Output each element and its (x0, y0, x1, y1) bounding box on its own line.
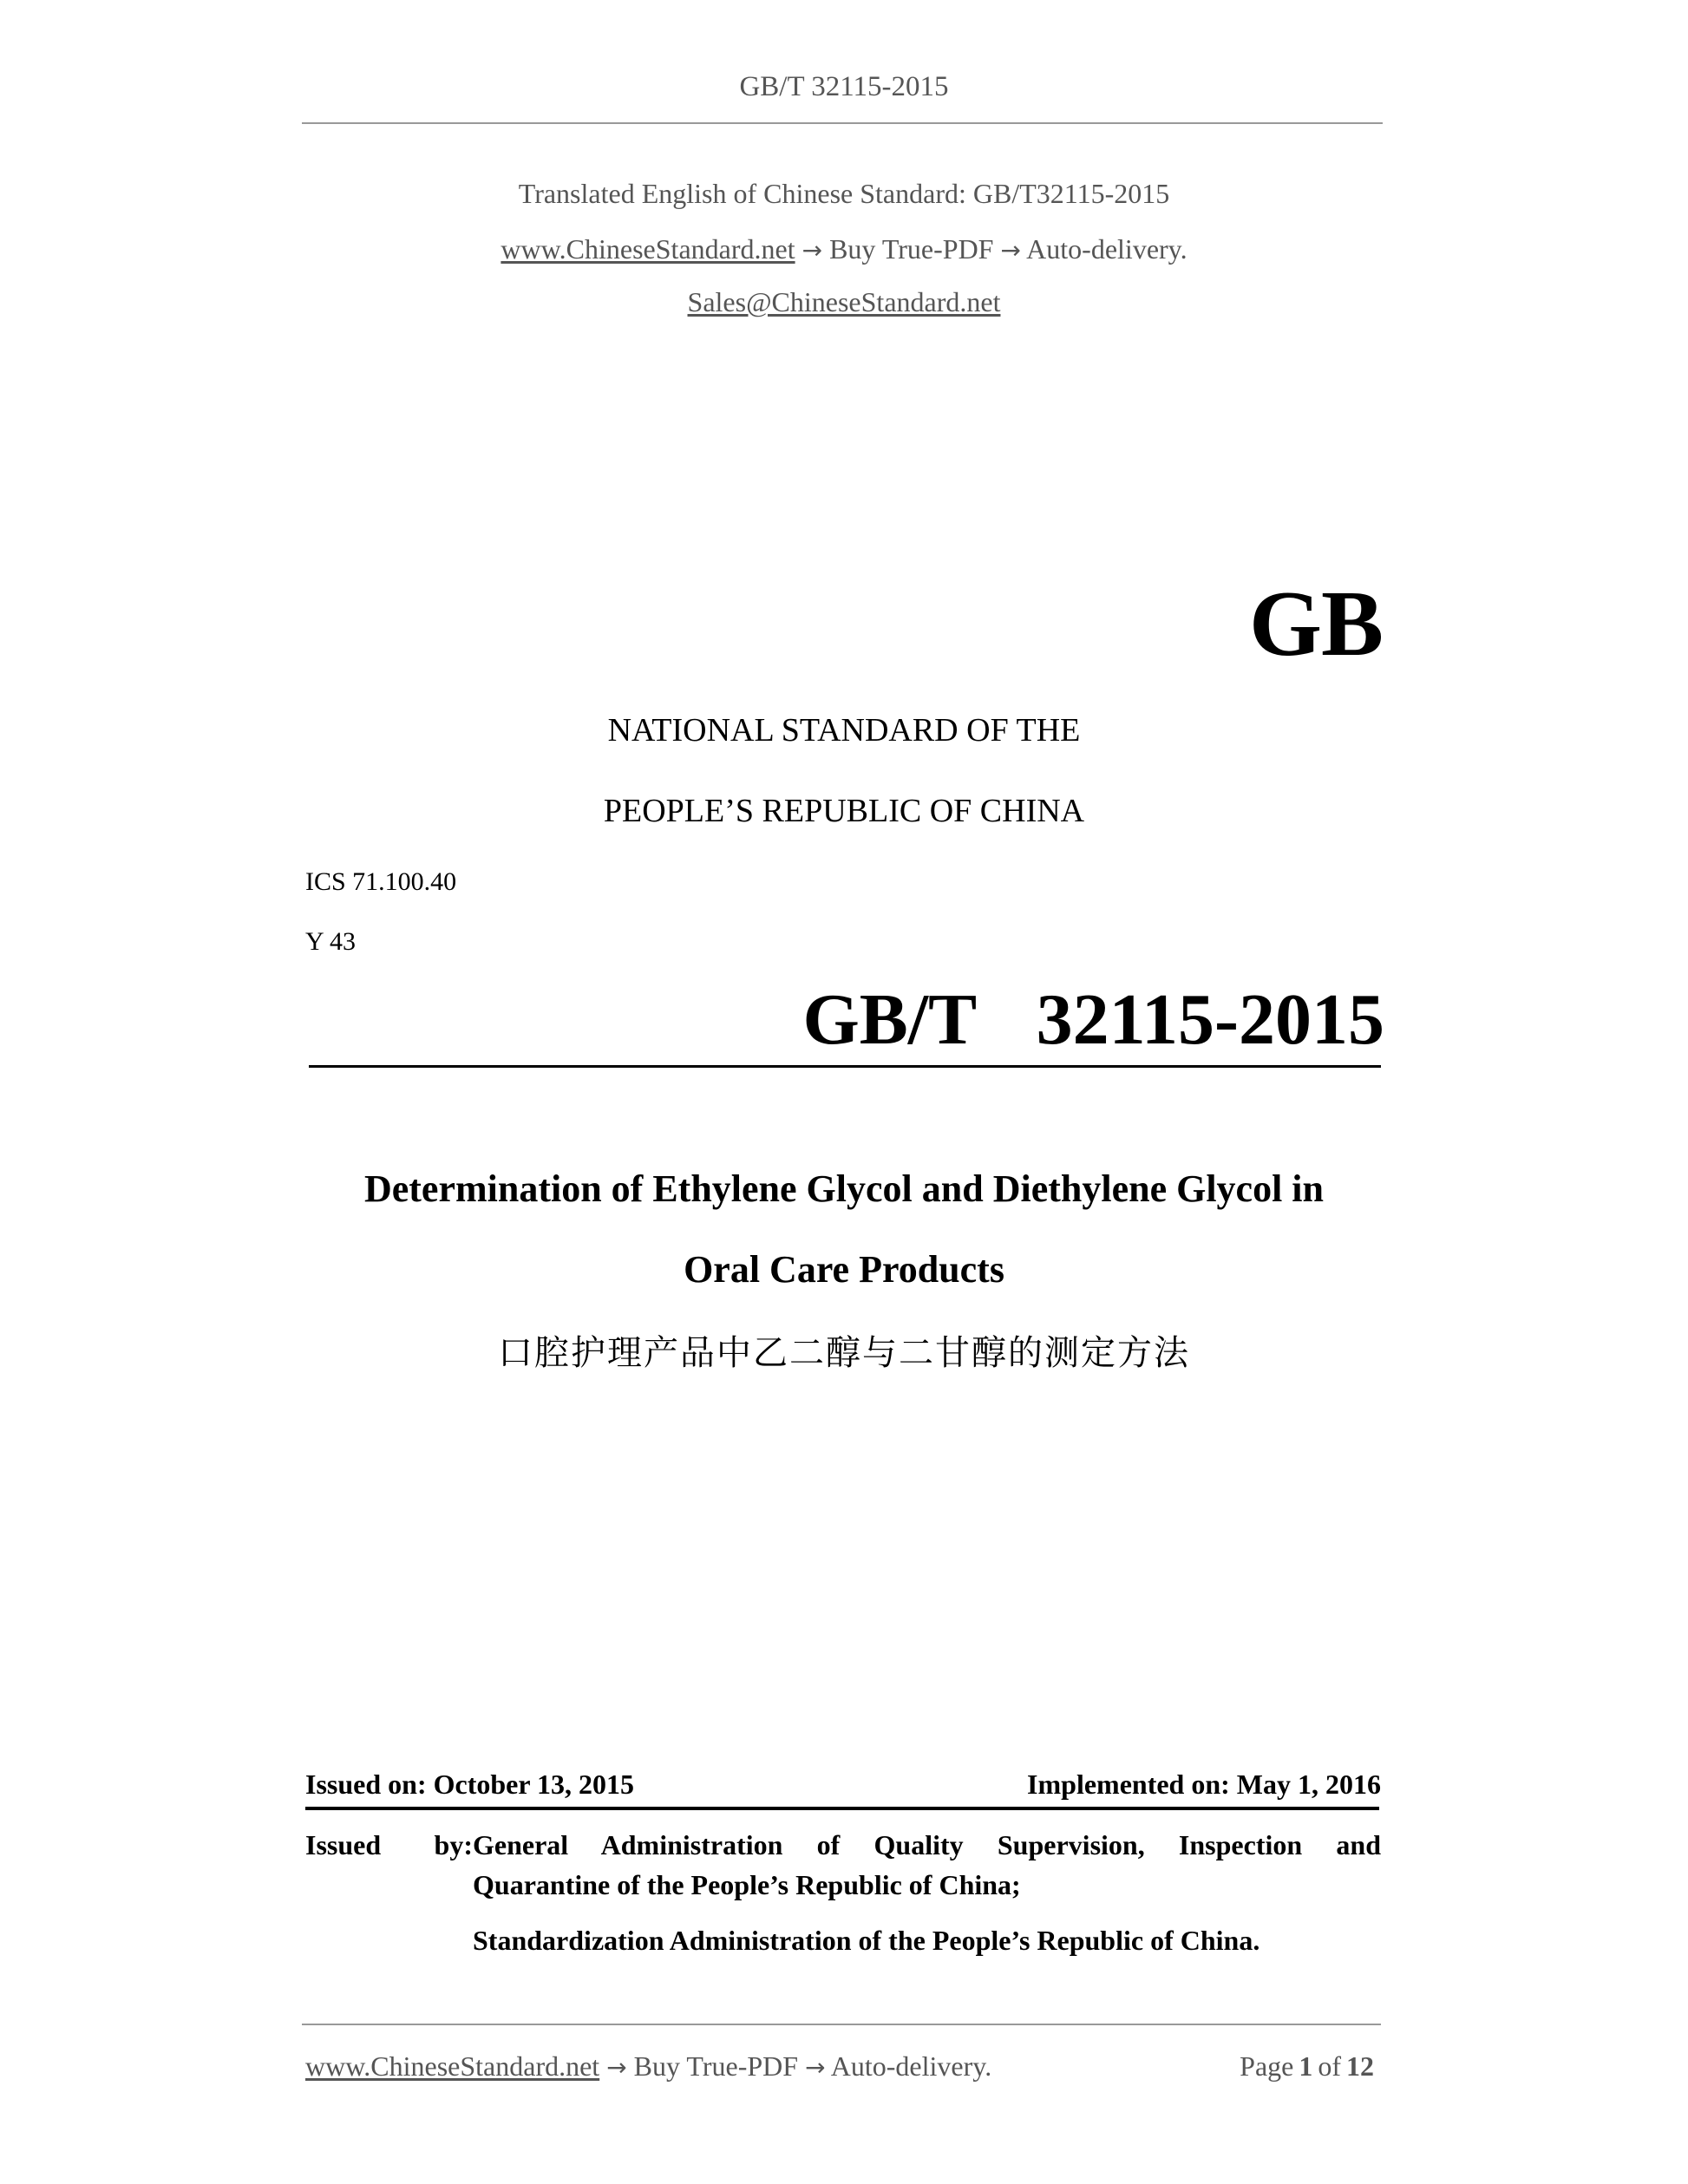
sales-email-link[interactable]: Sales@ChineseStandard.net (687, 286, 1001, 317)
issuer-line1: General Administration of Quality Supervision, Inspection and (473, 1829, 1381, 1860)
arrow-right-icon: → (1000, 236, 1021, 265)
gb-logo-mark: GB (1248, 572, 1383, 676)
footer-site-link[interactable]: www.ChineseStandard.net (305, 2050, 600, 2082)
standard-number-rule (309, 1065, 1381, 1068)
issued-by-word2: by: (434, 1829, 473, 1860)
arrow-right-icon: → (805, 2053, 826, 2082)
issuer-line3: Standardization Administration of the People’s Republic of China. (473, 1925, 1260, 1956)
title-english-line1: Determination of Ethylene Glycol and Diethylene Glycol in (363, 1167, 1325, 1210)
issued-by-label (305, 1825, 473, 1960)
dates-row (305, 1768, 1381, 1801)
page-total: 12 (1346, 2050, 1374, 2082)
auto-delivery-text: Auto-delivery. (1026, 233, 1187, 265)
page-label: Page (1240, 2050, 1294, 2082)
title-english-line2: Oral Care Products (684, 1248, 1004, 1291)
issuer-block (305, 1825, 1381, 1960)
arrow-right-icon: → (606, 2053, 627, 2082)
site-link[interactable]: www.ChineseStandard.net (501, 233, 795, 265)
running-header: GB/T 32115-2015 (739, 71, 949, 102)
page-footer (305, 2050, 1374, 2083)
issued-on-date: Issued on: October 13, 2015 (305, 1769, 634, 1800)
dates-rule (305, 1807, 1379, 1810)
promo-line (0, 232, 1688, 268)
ccs-code: Y 43 (305, 927, 357, 956)
page-current: 1 (1299, 2050, 1313, 2082)
national-standard-line1: NATIONAL STANDARD OF THE (607, 712, 1081, 749)
footer-promo (305, 2050, 991, 2083)
footer-divider (302, 2024, 1381, 2025)
national-standard-line2: PEOPLE’S REPUBLIC OF CHINA (603, 793, 1085, 829)
implemented-on-date: Implemented on: May 1, 2016 (1027, 1769, 1381, 1800)
standard-number: GB/T 32115-2015 (802, 979, 1384, 1060)
header-divider (302, 122, 1383, 124)
issuer-line2: Quarantine of the People’s Republic of China; (473, 1869, 1021, 1900)
of-label: of (1318, 2050, 1341, 2082)
title-chinese: 口腔护理产品中乙二醇与二甘醇的测定方法 (498, 1333, 1190, 1373)
footer-buy-text: Buy True-PDF (633, 2050, 799, 2082)
issued-by-word1: Issued (305, 1829, 382, 1860)
sales-line (0, 284, 1688, 319)
page-number (1234, 2050, 1374, 2083)
buy-true-pdf-text: Buy True-PDF (829, 233, 994, 265)
footer-delivery-text: Auto-delivery. (830, 2050, 992, 2082)
translated-notice: Translated English of Chinese Standard: GB/T32115-2015 (518, 178, 1170, 209)
arrow-right-icon: → (801, 236, 823, 265)
ics-code: ICS 71.100.40 (305, 867, 457, 896)
